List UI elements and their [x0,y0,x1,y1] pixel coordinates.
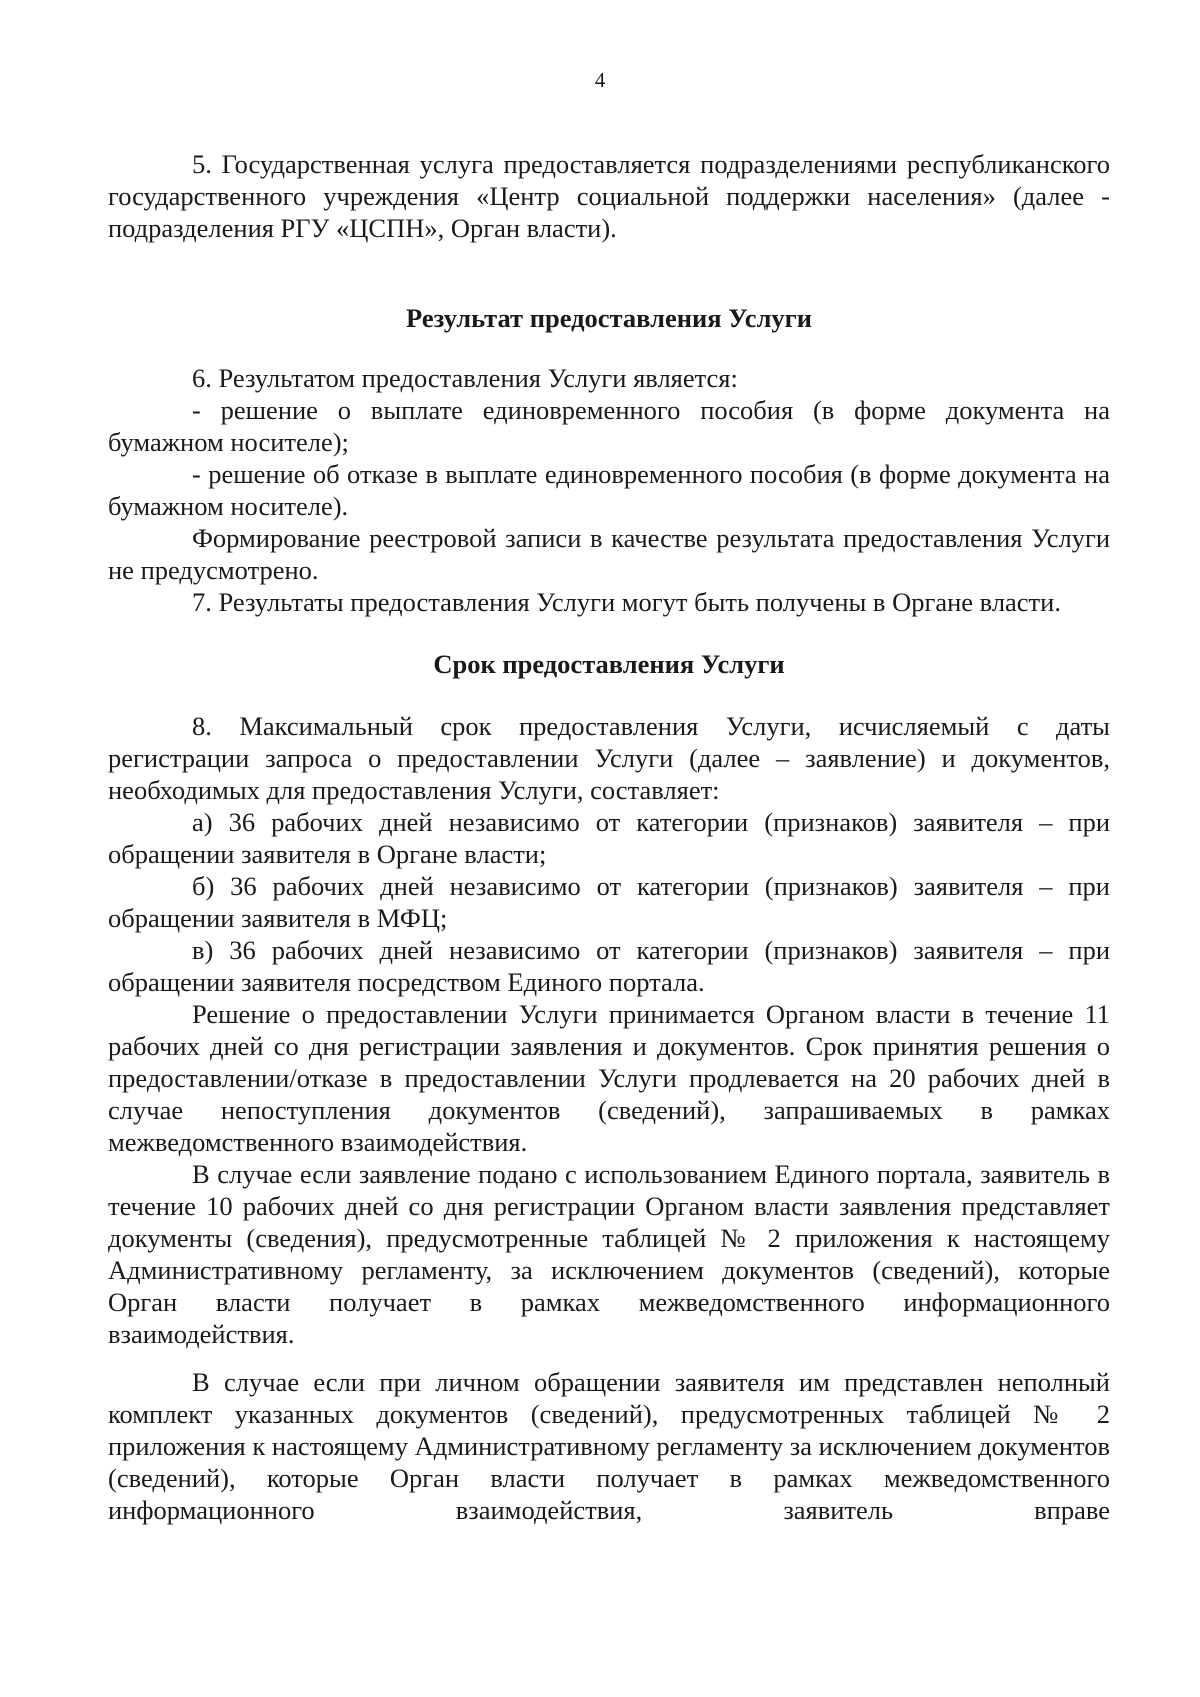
heading-result: Результат предоставления Услуги [406,303,812,333]
paragraph-8-v: в) 36 рабочих дней независимо от категории (признаков) заявителя – при обращении заявителя посредством Единого портала. [108,935,1110,997]
paragraph-decision: Решение о предоставлении Услуги принимается Органом власти в течение 11 рабочих дней со дня регистрации заявления и документов. Срок принятия решения о предоставлении/отказе в предоставлении Услуги продлевается на 20 рабочих дней в случае непоступления документов (сведений), запрашиваемых в рамках межведомственного взаимодействия. [108,999,1110,1157]
paragraph-5: 5. Государственная услуга предоставляется подразделениями республиканского государственного учреждения «Центр социальной поддержки населения» (далее - подразделения РГУ «ЦСПН», Орган власти). [108,149,1110,243]
paragraph-6-item-2: - решение об отказе в выплате единовременного пособия (в форме документа на бумажном носителе). [108,459,1110,521]
paragraph-registry: Формирование реестровой записи в качестве результата предоставления Услуги не предусмотрено. [108,523,1110,585]
paragraph-6-item-1: - решение о выплате единовременного пособия (в форме документа на бумажном носителе); [108,395,1110,457]
paragraph-8: 8. Максимальный срок предоставления Услуги, исчисляемый с даты регистрации запроса о предоставлении Услуги (далее – заявление) и документов, необходимых для предоставления Услуги, составляет: [108,711,1110,805]
document-body [108,148,1110,1526]
paragraph-portal: В случае если заявление подано с использованием Единого портала, заявитель в течение 10 рабочих дней со дня регистрации Органом власти заявления представляет документы (сведения), предусмотренные таблицей № 2 приложения к настоящему Административному регламенту, за исключением документов (сведений), которые Орган власти получает в рамках межведомственного информационного взаимодействия. [108,1159,1110,1349]
paragraph-personal: В случае если при личном обращении заявителя им представлен неполный комплект указанных документов (сведений), предусмотренных таблицей № 2 приложения к настоящему Административному регламенту за исключением документов (сведений), которые Орган власти получает в рамках межведомственного информационного взаимодействия, заявитель вправе [108,1367,1110,1525]
paragraph-8-b: б) 36 рабочих дней независимо от категории (признаков) заявителя – при обращении заявителя в МФЦ; [108,871,1110,933]
paragraph-6: 6. Результатом предоставления Услуги является: [192,363,738,393]
page-number: 4 [594,68,606,92]
heading-term: Срок предоставления Услуги [433,649,785,679]
paragraph-8-a: а) 36 рабочих дней независимо от категории (признаков) заявителя – при обращении заявителя в Органе власти; [108,807,1110,869]
paragraph-7: 7. Результаты предоставления Услуги могут быть получены в Органе власти. [192,587,1061,617]
